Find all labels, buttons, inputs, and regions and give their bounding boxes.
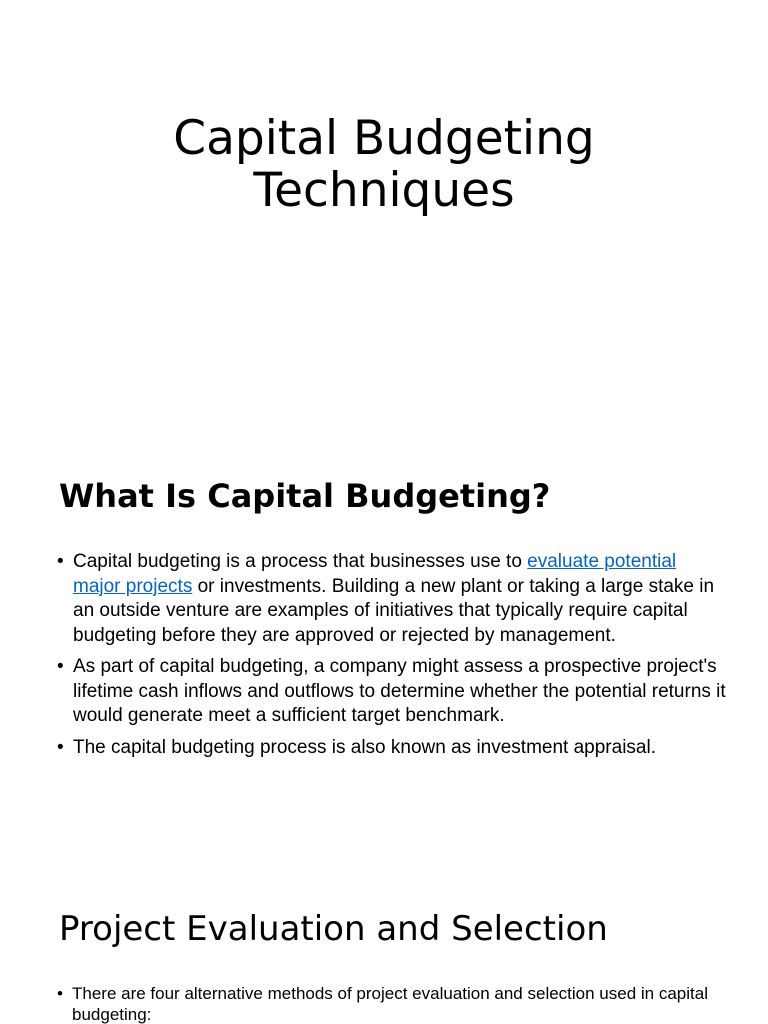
evaluate-projects-link[interactable]: evaluate potential major projects	[73, 551, 677, 597]
bullet-text: As part of capital budgeting, a company might assess a prospective project's lifetime cash inflows and outflows to determine whether the potential returns it would generate meet a sufficient target benchmark.	[73, 656, 726, 726]
project-evaluation-heading: Project Evaluation and Selection	[59, 909, 608, 949]
what-is-capital-budgeting-heading: What Is Capital Budgeting?	[59, 477, 551, 515]
bullet-text: There are four alternative methods of project evaluation and selection used in capital budgeting:	[72, 984, 708, 1024]
slide-title-line2: Techniques	[253, 163, 515, 218]
bullet-dot: •	[57, 984, 63, 1003]
bullet-dot: •	[57, 551, 64, 572]
list-item	[57, 983, 727, 1024]
bullet-text: The capital budgeting process is also known as investment appraisal.	[73, 736, 656, 758]
slide-title-line1: Capital Budgeting	[173, 111, 595, 166]
list-item	[57, 736, 727, 761]
bullet-dot: •	[57, 656, 64, 677]
bullet-dot: •	[57, 736, 64, 758]
capital-budgeting-bullet-list	[57, 550, 727, 767]
list-item	[57, 655, 727, 729]
list-item	[57, 550, 727, 648]
project-evaluation-bullet-list	[57, 983, 727, 1024]
bullet-text-end: or investments. Building a new plant or taking a large stake in an outside venture are examples of initiatives that typically require capital budgeting before they are approved or rejected by management.	[73, 575, 715, 646]
slide-title	[0, 113, 768, 217]
bullet-text-start: Capital budgeting is a process that businesses use to	[73, 551, 528, 572]
